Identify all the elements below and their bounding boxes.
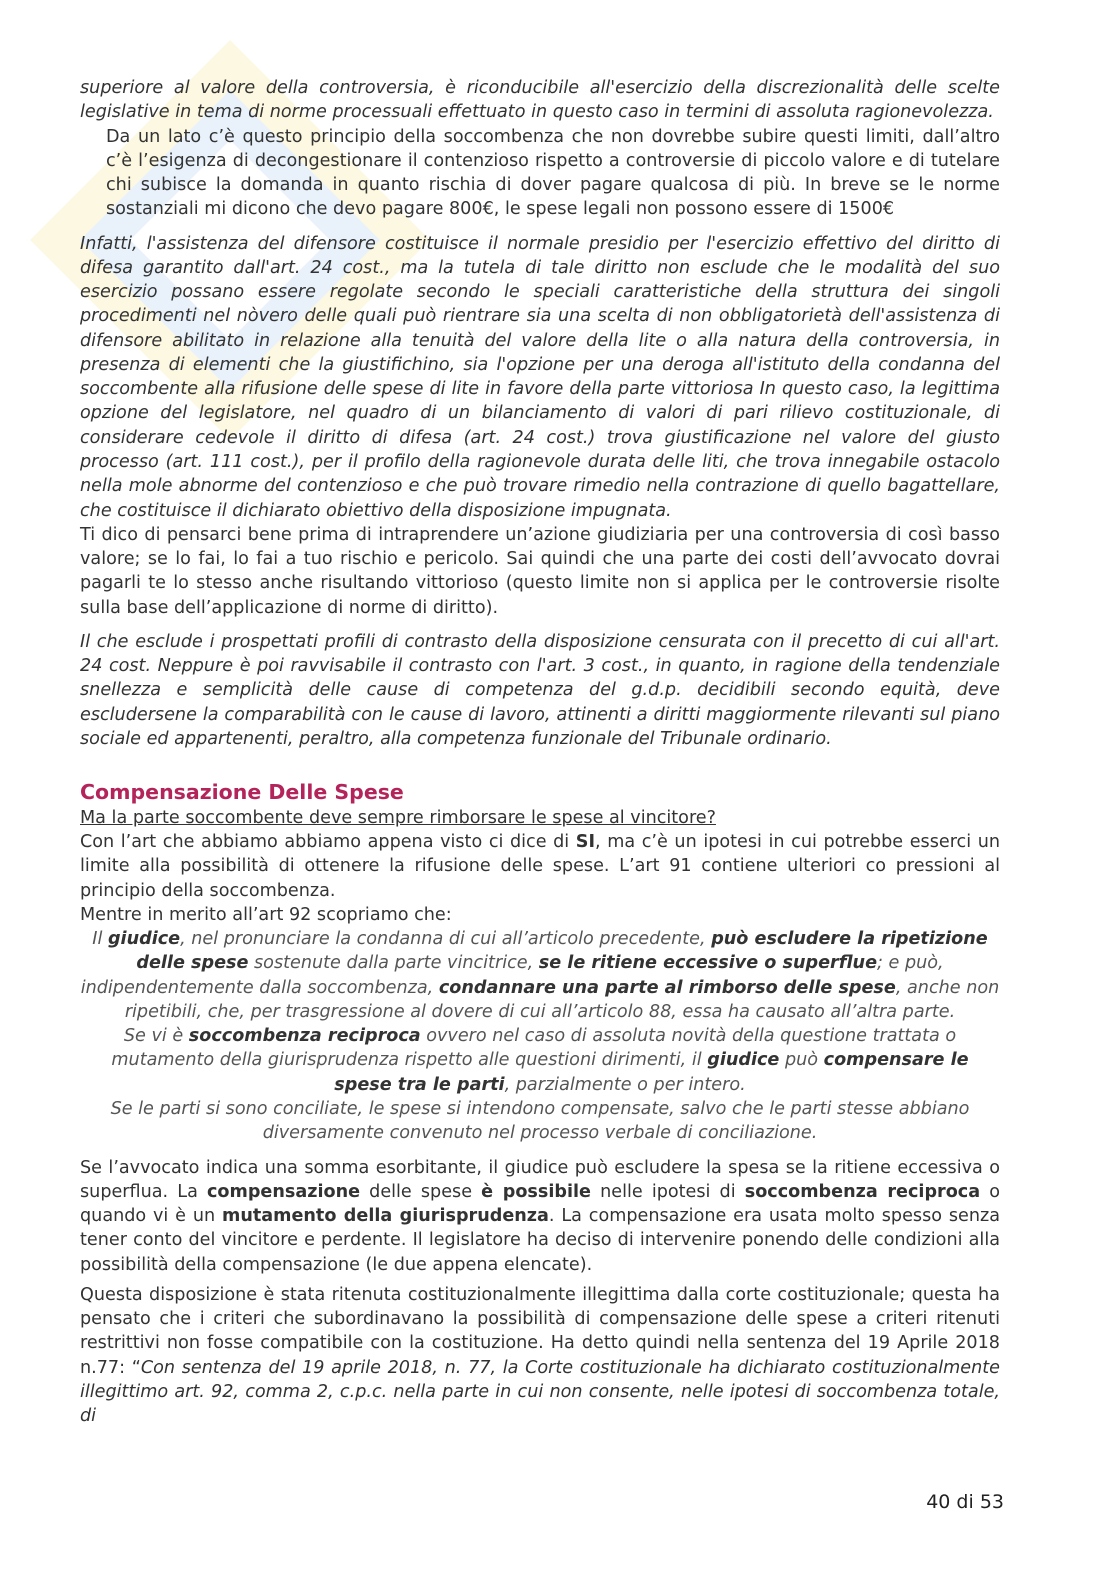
quote-art92-comma3: Se le parti si sono conciliate, le spese si intendono compensate, salvo che le parti stesse abbiano diversamente convenuto nel processo verbale di conciliazione. xyxy=(110,1099,970,1144)
paragraph-3: Infatti, l'assistenza del difensore costituisce il normale presidio per l'esercizio effettivo del diritto di difesa garantito dall'art. 24 cost., ma la tutela di tale diritto non esclude che le modalità del suo esercizio possano essere regolate secondo le speciali caratteristiche della struttura dei singoli procedimenti nel nòvero delle quali può rientrare sia una scelta di non obbligatorietà dell'assistenza di difensore abilitato in relazione alla tenuità del valore della lite o alla natura della controversia, in presenza di elementi che la giustifichino, sia l'opzione per una deroga all'istituto della condanna del soccombente alla rifusione delle spese di lite in favore della parte vittoriosa In questo caso, la legittima opzione del legislatore, nel quadro di un bilanciamento di valori di pari rilievo costituzionale, di considerare cedevole il diritto di difesa (art. 24 cost.) trova giustificazione nel valore del giusto processo (art. 111 cost.), per il profilo della ragionevole durata delle liti, che trova innegabile ostacolo nella mole abnorme del contenzioso e che può trovare rimedio nella contrazione di quello bagattellare, che costituisce il dichiarato obiettivo della disposizione impugnata. xyxy=(80,233,1000,521)
paragraph-compensation: Se l’avvocato indica una somma esorbitante, il giudice può escludere la spesa se la ritiene eccessiva o superflua. La compensazione delle spese è possibile nelle ipotesi di soccombenza reciproca o quando vi è un mutamento della giurisprudenza. La compensazione era usata molto spesso senza tener conto del vincitore e perdente. Il legislatore ha deciso di intervenire ponendo delle condizioni alla possibilità della compensazione (le due appena elencate). xyxy=(80,1157,1000,1275)
art92-intro: Mentre in merito all’art 92 scopriamo che: xyxy=(80,904,452,925)
quote-art92-comma1: Il giudice, nel pronunciare la condanna di cui all’articolo precedente, può escludere la ripetizione delle spese sostenute dalla parte vincitrice, se le ritiene eccessive o superflue; e può, indipendentemente dalla soccombenza, condannare una parte al rimborso delle spese, anche non ripetibili, che, per trasgressione al dovere di cui all’articolo 88, essa ha causato all’altra parte. xyxy=(80,929,1000,1022)
page-content xyxy=(80,76,1000,1428)
paragraph-1: superiore al valore della controversia, è riconducibile all'esercizio della discrezionalità delle scelte legislative in tema di norme processuali effettuato in questo caso in termini di assoluta ragionevolezza. xyxy=(80,78,1000,123)
paragraph-2: Da un lato c’è questo principio della soccombenza che non dovrebbe subire questi limiti, dall’altro c’è l’esigenza di decongestionare il contenzioso rispetto a controversie di piccolo valore e di tutelare chi subisce la domanda in quanto rischia di dover pagare qualcosa di più. In breve se le norme sostanziali mi dicono che devo pagare 800€, le spese legali non possono essere di 1500€ xyxy=(106,126,1000,220)
section-title: Compensazione Delle Spese xyxy=(80,780,404,805)
quote-art92-comma2: Se vi è soccombenza reciproca ovvero nel caso di assoluta novità della questione trattata o mutamento della giurisprudenza rispetto alle questioni dirimenti, il giudice può compensare le spese tra le parti, parzialmente o per intero. xyxy=(111,1026,969,1095)
section-question: Ma la parte soccombente deve sempre rimborsare le spese al vincitore? xyxy=(80,807,716,828)
section-intro: Con l’art che abbiamo abbiamo appena visto ci dice di SI, ma c’è un ipotesi in cui potrebbe esserci un limite alla possibilità di ottenere la rifusione delle spese. L’art 91 contiene ulteriori co pressioni al principio della soccombenza. xyxy=(80,832,1001,901)
paragraph-sentenza: Questa disposizione è stata ritenuta costituzionalmente illegittima dalla corte costituzionale; questa ha pensato che i criteri che subordinavano la possibilità di compensazione delle spese a criteri ritenuti restrittivi non fosse compatibile con la costituzione. Ha detto quindi nella sentenza del 19 Aprile 2018 n.77: “Con sentenza del 19 aprile 2018, n. 77, la Corte costituzionale ha dichiarato costituzionalmente illegittimo art. 92, comma 2, c.p.c. nella parte in cui non consente, nelle ipotesi di soccombenza totale, di xyxy=(80,1284,1000,1427)
paragraph-5: Il che esclude i prospettati profili di contrasto della disposizione censurata con il precetto di cui all'art. 24 cost. Neppure è poi ravvisabile il contrasto con l'art. 3 cost., in quanto, in ragione della tendenziale snellezza e semplicità delle cause di competenza del g.d.p. decidibili secondo equità, deve escludersene la comparabilità con le cause di lavoro, attinenti a diritti maggiormente rilevanti sul piano sociale ed appartenenti, peraltro, alla competenza funzionale del Tribunale ordinario. xyxy=(80,631,1000,749)
page-number: 40 di 53 xyxy=(926,1491,1004,1513)
paragraph-4: Ti dico di pensarci bene prima di intraprendere un’azione giudiziaria per una controversia di così basso valore; se lo fai, lo fai a tuo rischio e pericolo. Sai quindi che una parte dei costi dell’avvocato dovrai pagarli te lo stesso anche risultando vittorioso (questo limite non si applica per le controversie risolte sulla base dell’applicazione di norme di diritto). xyxy=(80,524,1000,618)
